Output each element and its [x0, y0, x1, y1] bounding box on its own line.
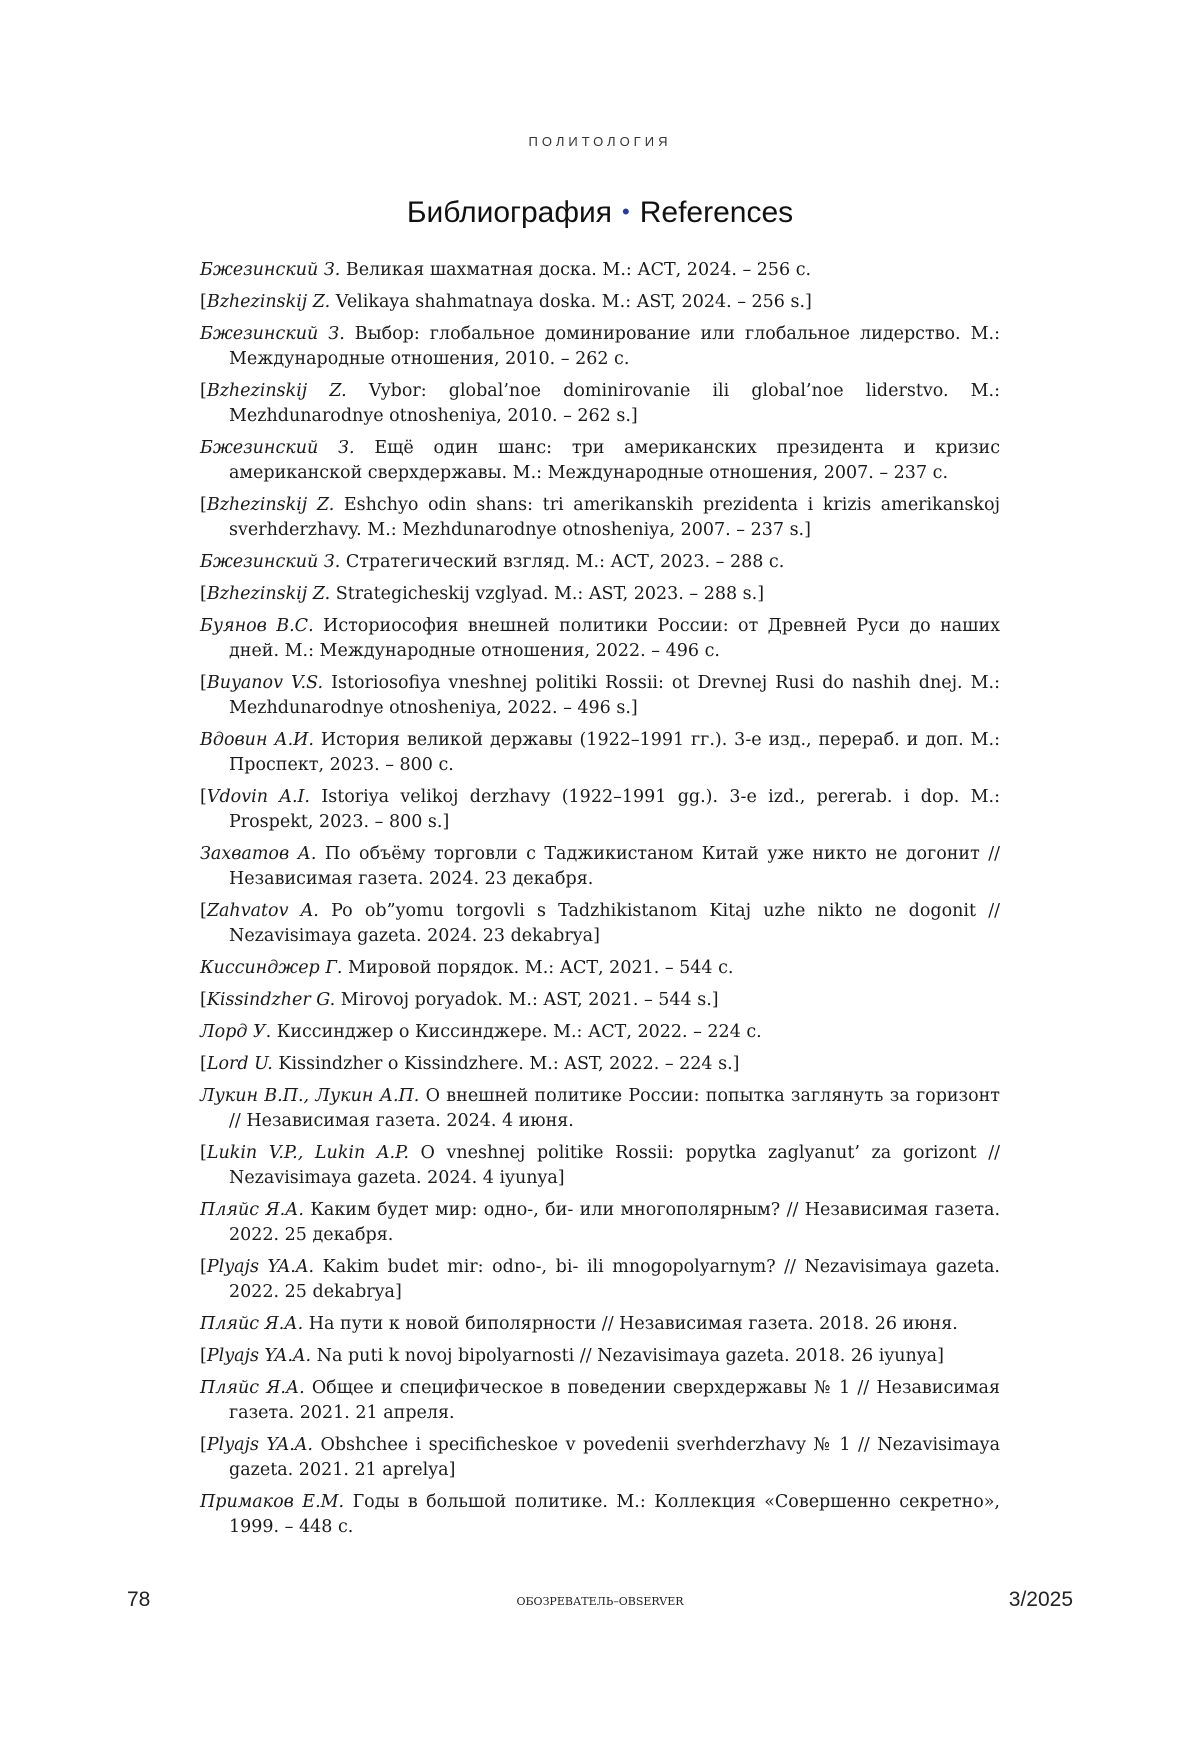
title-english: References [639, 196, 794, 229]
reference-text: Strategicheskij vzglyad. M.: AST, 2023. – 288 s.] [330, 584, 765, 604]
reference-entry [200, 1433, 1000, 1483]
page-number: 78 [127, 1588, 151, 1611]
reference-entry [200, 379, 1000, 429]
reference-author: Примаков Е.М. [200, 1492, 345, 1512]
reference-entry [200, 493, 1000, 543]
reference-text: Po ob”yomu torgovli s Tadzhikistanom Kitaj uzhe nikto ne dogonit // Nezavisimaya gazeta. 2024. 23 dekabrya] [229, 901, 1000, 946]
reference-open-bracket: [ [200, 292, 207, 312]
reference-text: Obshchee i specificheskoe v povedenii sverhderzhavy № 1 // Nezavisimaya gazeta. 2021. 21 aprelya] [229, 1435, 1000, 1480]
reference-open-bracket: [ [200, 1143, 207, 1163]
reference-author: Plyajs YA.A. [206, 1435, 314, 1455]
page-footer [0, 1588, 1200, 1618]
reference-text: Годы в большой политике. М.: Коллекция «Совершенно секретно», 1999. – 448 с. [229, 1492, 1000, 1537]
reference-entry [200, 1141, 1000, 1191]
title-russian: Библиография [406, 196, 613, 229]
reference-author: Bzhezinskij Z. [206, 292, 331, 312]
reference-entry [200, 728, 1000, 778]
reference-open-bracket: [ [200, 1054, 207, 1074]
reference-text: Стратегический взгляд. М.: АСТ, 2023. – 288 с. [340, 552, 785, 572]
reference-text: Ещё один шанс: три американских президента и кризис американской сверхдержавы. М.: Международные отношения, 2007. – 237 с. [229, 438, 1000, 483]
reference-open-bracket: [ [200, 787, 207, 807]
reference-open-bracket: [ [200, 901, 207, 921]
reference-text: Velikaya shahmatnaya doska. M.: AST, 2024. – 256 s.] [330, 292, 812, 312]
reference-text: Историософия внешней политики России: от Древней Руси до наших дней. М.: Международные отношения, 2022. – 496 с. [229, 616, 1000, 661]
reference-entry [200, 1052, 1000, 1077]
reference-open-bracket: [ [200, 495, 207, 515]
reference-author: Бжезинский З. [200, 438, 355, 458]
reference-author: Киссинджер Г. [200, 958, 343, 978]
reference-author: Lukin V.P., Lukin A.P. [206, 1143, 409, 1163]
reference-author: Пляйс Я.А. [200, 1378, 305, 1398]
running-head: ПОЛИТОЛОГИЯ [528, 134, 672, 149]
reference-list [200, 258, 1000, 1547]
reference-author: Plyajs YA.A. [206, 1257, 315, 1277]
reference-text: Vybor: global’noe dominirovanie ili global’noe liderstvo. M.: Mezhdunarodnye otnosheniya, 2010. – 262 s.] [229, 381, 1001, 426]
reference-author: Пляйс Я.А. [200, 1314, 304, 1334]
reference-author: Бжезинский З. [200, 552, 341, 572]
reference-open-bracket: [ [200, 673, 207, 693]
reference-entry [200, 1255, 1000, 1305]
reference-text: Великая шахматная доска. М.: АСТ, 2024. – 256 с. [340, 260, 812, 280]
reference-text: Общее и специфическое в поведении сверхдержавы № 1 // Независимая газета. 2021. 21 апреля. [229, 1378, 1000, 1423]
reference-open-bracket: [ [200, 1435, 207, 1455]
reference-entry [200, 550, 1000, 575]
reference-text: Istoriosofiya vneshnej politiki Rossii: ot Drevnej Rusi do nashih dnej. M.: Mezhdunarodnye otnosheniya, 2022. – 496 s.] [229, 673, 1001, 718]
reference-text: O vneshnej politike Rossii: popytka zaglyanut’ za gorizont // Nezavisimaya gazeta. 2024. 4 iyunya] [229, 1143, 1000, 1188]
reference-entry [200, 956, 1000, 981]
reference-author: Lord U. [206, 1054, 273, 1074]
reference-entry [200, 671, 1000, 721]
reference-text: На пути к новой биполярности // Независимая газета. 2018. 26 июня. [303, 1314, 958, 1334]
reference-entry [200, 582, 1000, 607]
reference-text: О внешней политике России: попытка заглянуть за горизонт // Независимая газета. 2024. 4 июня. [229, 1086, 1000, 1131]
reference-author: Zahvatov A. [206, 901, 319, 921]
reference-text: По объёму торговли с Таджикистаном Китай уже никто не догонит // Независимая газета. 2024. 23 декабря. [229, 844, 1000, 889]
reference-text: Kissindzher o Kissindzhere. M.: AST, 2022. – 224 s.] [272, 1054, 740, 1074]
reference-author: Plyajs YA.A. [206, 1346, 312, 1366]
reference-author: Bzhezinskij Z. [206, 381, 347, 401]
issue-number: 3/2025 [1008, 1588, 1073, 1611]
reference-entry [200, 614, 1000, 664]
reference-entry [200, 1376, 1000, 1426]
title-separator-dot: • [622, 199, 630, 224]
reference-author: Бжезинский З. [200, 324, 345, 344]
reference-entry [200, 1198, 1000, 1248]
reference-author: Лорд У. [200, 1022, 272, 1042]
reference-text: Na puti k novoj bipolyarnosti // Nezavisimaya gazeta. 2018. 26 iyunya] [311, 1346, 944, 1366]
reference-text: Kakim budet mir: odno-, bi- ili mnogopolyarnym? // Nezavisimaya gazeta. 2022. 25 dekabrya] [229, 1257, 1000, 1302]
reference-entry [200, 988, 1000, 1013]
reference-open-bracket: [ [200, 1257, 207, 1277]
reference-entry [200, 1084, 1000, 1134]
reference-entry [200, 1490, 1000, 1540]
reference-text: Каким будет мир: одно-, би- или многополярным? // Независимая газета. 2022. 25 декабря. [229, 1200, 1001, 1245]
reference-entry [200, 1020, 1000, 1045]
reference-open-bracket: [ [200, 1346, 207, 1366]
reference-entry [200, 785, 1000, 835]
reference-author: Бжезинский З. [200, 260, 341, 280]
reference-author: Bzhezinskij Z. [206, 495, 335, 515]
reference-entry [200, 322, 1000, 372]
reference-open-bracket: [ [200, 584, 207, 604]
reference-text: Мировой порядок. М.: АСТ, 2021. – 544 с. [342, 958, 734, 978]
reference-author: Buyanov V.S. [206, 673, 324, 693]
reference-entry [200, 290, 1000, 315]
reference-text: Mirovoj poryadok. M.: AST, 2021. – 544 s.] [335, 990, 719, 1010]
reference-author: Захватов А. [200, 844, 317, 864]
reference-author: Вдовин А.И. [200, 730, 314, 750]
journal-name: ОБОЗРЕВАТЕЛЬ–OBSERVER [516, 1595, 684, 1608]
reference-text: История великой державы (1922–1991 гг.). 3-е изд., перераб. и доп. М.: Проспект, 2023. – 800 с. [229, 730, 1000, 775]
reference-author: Пляйс Я.А. [200, 1200, 304, 1220]
reference-author: Лукин В.П., Лукин А.П. [200, 1086, 420, 1106]
reference-open-bracket: [ [200, 990, 207, 1010]
reference-text: Выбор: глобальное доминирование или глобальное лидерство. М.: Международные отношения, 2010. – 262 с. [229, 324, 1001, 369]
reference-text: Istoriya velikoj derzhavy (1922–1991 gg.). 3-e izd., pererab. i dop. M.: Prospekt, 2023. – 800 s.] [229, 787, 1001, 832]
reference-author: Bzhezinskij Z. [206, 584, 331, 604]
page-title [0, 196, 1200, 230]
reference-entry [200, 1344, 1000, 1369]
reference-entry [200, 258, 1000, 283]
reference-author: Vdovin A.I. [206, 787, 310, 807]
reference-text: Киссинджер о Киссинджере. М.: АСТ, 2022. – 224 с. [271, 1022, 762, 1042]
reference-text: Eshchyo odin shans: tri amerikanskih prezidenta i krizis amerikanskoj sverhderzhavy. M.: Mezhdunarodnye otnosheniya, 2007. – 237 s.] [229, 495, 1000, 540]
reference-entry [200, 1312, 1000, 1337]
reference-entry [200, 899, 1000, 949]
reference-entry [200, 436, 1000, 486]
reference-author: Kissindzher G. [206, 990, 336, 1010]
reference-open-bracket: [ [200, 381, 207, 401]
reference-author: Буянов В.С. [200, 616, 314, 636]
reference-entry [200, 842, 1000, 892]
